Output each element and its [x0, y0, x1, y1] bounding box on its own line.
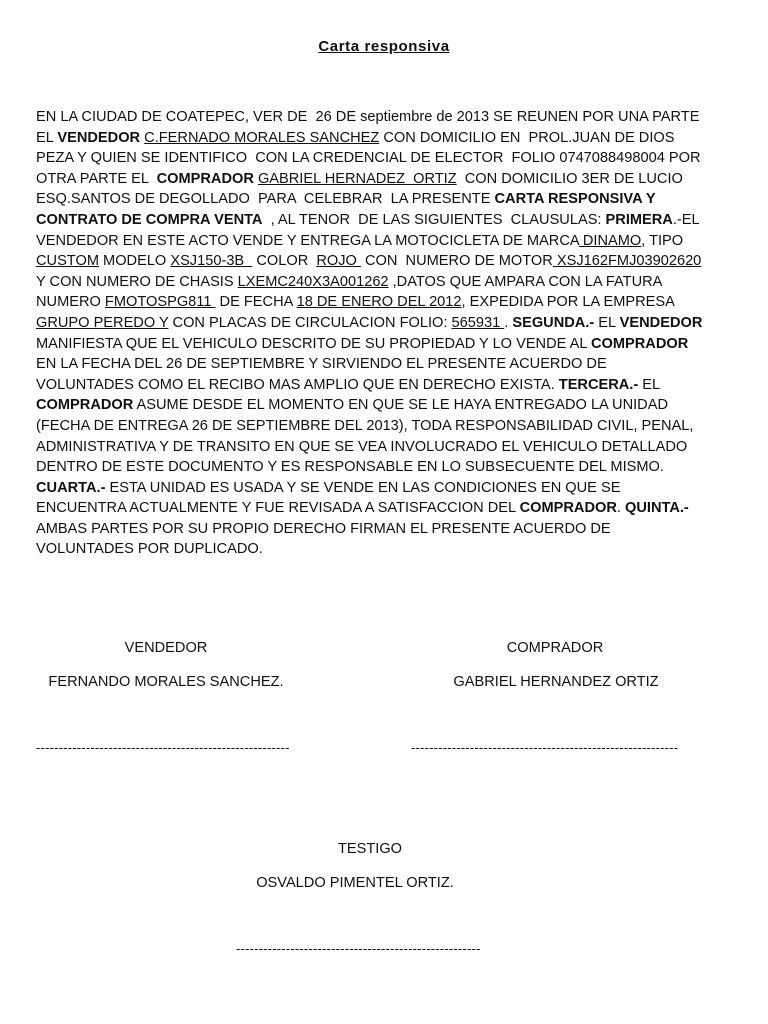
body-text-segment: VENDEDOR EN ESTE ACTO VENDE Y ENTREGA LA MOTOCICLETA DE MARCA [36, 232, 579, 249]
witness-signature-line: ------------------------------------------------------ [236, 941, 481, 956]
filled-field: C.FERNADO MORALES SANCHEZ [144, 129, 380, 146]
body-text-segment: COLOR [252, 253, 317, 270]
body-text-segment: EL [36, 129, 58, 146]
body-text-segment: ESTA UNIDAD ES USADA Y SE VENDE EN LAS CONDICIONES EN QUE SE [105, 479, 621, 496]
body-text-segment: .-EL [672, 211, 700, 228]
body-text-segment: EN LA FECHA DEL 26 DE SEPTIEMBRE Y SIRVIENDO EL PRESENTE ACUERDO DE [36, 356, 607, 373]
body-text-segment: CON PLACAS DE CIRCULACION FOLIO: [168, 314, 452, 331]
body-text-segment: ,DATOS QUE AMPARA CON LA FATURA [388, 273, 663, 290]
body-text-segment: , EXPEDIDA POR LA EMPRESA [461, 294, 675, 311]
body-text-segment: (FECHA DE ENTREGA 26 DE SEPTIEMBRE DEL 2013), TODA RESPONSABILIDAD CIVIL, PENAL, [36, 417, 694, 434]
body-text-segment: VOLUNTADES COMO EL RECIBO MAS AMPLIO QUE EN DERECHO EXISTA. [36, 376, 559, 393]
filled-field: XSJ150-3B [170, 253, 253, 270]
body-line [36, 272, 736, 293]
filled-field: XSJ162FMJ03902620 [552, 253, 702, 270]
bold-term: CONTRATO DE COMPRA VENTA [36, 211, 263, 228]
body-text-segment: . [616, 500, 626, 517]
filled-field: FMOTOSPG811 [104, 294, 216, 311]
body-line [36, 354, 736, 375]
bold-term: VENDEDOR [57, 129, 141, 146]
bold-term: QUINTA.- [625, 500, 689, 517]
bold-term: SEGUNDA.- [512, 314, 595, 331]
bold-term: CARTA RESPONSIVA Y [494, 191, 656, 208]
body-text-segment: VOLUNTADES POR DUPLICADO. [36, 541, 263, 558]
filled-field: DINAMO, [578, 232, 646, 249]
body-text-segment: ESQ.SANTOS DE DEGOLLADO PARA CELEBRAR LA PRESENTE [36, 191, 495, 208]
body-line [36, 251, 736, 272]
body-line [36, 498, 736, 519]
body-text-segment: ASUME DESDE EL MOMENTO EN QUE SE LE HAYA ENTREGADO LA UNIDAD [133, 397, 668, 414]
bold-term: COMPRADOR [590, 335, 689, 352]
body-text-segment: MODELO [98, 253, 171, 270]
body-line [36, 169, 736, 190]
body-text-segment: NUMERO [36, 294, 105, 311]
body-line [36, 334, 736, 355]
body-line [36, 189, 736, 210]
body-line [36, 148, 736, 169]
contract-body [36, 107, 736, 560]
bold-term: COMPRADOR [36, 397, 134, 414]
buyer-signature-line: ----------------------------------------------------------- [411, 740, 679, 755]
body-line [36, 395, 736, 416]
seller-name: FERNANDO MORALES SANCHEZ. [48, 674, 284, 690]
body-line [36, 128, 736, 149]
buyer-name: GABRIEL HERNANDEZ ORTIZ [453, 674, 659, 690]
bold-term: VENDEDOR [619, 314, 703, 331]
body-text-segment: CON DOMICILIO EN PROL.JUAN DE DIOS [379, 129, 675, 146]
body-line [36, 437, 736, 458]
body-line [36, 292, 736, 313]
body-line [36, 457, 736, 478]
body-text-segment: CON DOMICILIO 3ER DE LUCIO [456, 170, 683, 187]
body-text-segment: . [504, 314, 513, 331]
witness-role-label: TESTIGO [337, 841, 403, 857]
seller-role-label: VENDEDOR [124, 640, 208, 656]
body-line [36, 313, 736, 334]
body-text-segment: EN LA CIUDAD DE COATEPEC, VER DE 26 DE septiembre de 2013 SE REUNEN POR UNA PARTE [36, 109, 700, 125]
filled-field: LXEMC240X3A001262 [237, 273, 389, 290]
body-line [36, 210, 736, 231]
bold-term: TERCERA.- [558, 376, 639, 393]
body-text-segment: Y CON NUMERO DE CHASIS [36, 273, 238, 290]
body-text-segment: CON NUMERO DE MOTOR [360, 253, 553, 270]
body-text-segment: DE FECHA [215, 294, 297, 311]
filled-field: 18 DE ENERO DEL 2012 [296, 294, 462, 311]
body-line [36, 539, 736, 560]
body-line [36, 519, 736, 540]
filled-field: GABRIEL HERNADEZ ORTIZ [257, 170, 457, 187]
document-title: Carta responsiva [318, 38, 450, 55]
body-text-segment: EL [594, 314, 620, 331]
buyer-role-label: COMPRADOR [506, 640, 604, 656]
body-text-segment: ENCUENTRA ACTUALMENTE Y FUE REVISADA A SATISFACCION DEL [36, 500, 520, 517]
body-line [36, 107, 736, 128]
body-line [36, 231, 736, 252]
body-line [36, 478, 736, 499]
filled-field: GRUPO PEREDO Y [36, 314, 169, 331]
seller-signature-line: -------------------------------------------------------- [36, 740, 290, 755]
filled-field: 565931 [451, 314, 505, 331]
filled-field: CUSTOM [36, 253, 99, 270]
body-line [36, 416, 736, 437]
body-text-segment: , AL TENOR DE LAS SIGUIENTES CLAUSULAS: [262, 211, 606, 228]
body-text-segment: EL [638, 376, 661, 393]
bold-term: PRIMERA [605, 211, 673, 228]
body-text-segment: PEZA Y QUIEN SE IDENTIFICO CON LA CREDENCIAL DE ELECTOR FOLIO 0747088498004 POR [36, 150, 701, 167]
bold-term: COMPRADOR [519, 500, 617, 517]
body-text-segment: DENTRO DE ESTE DOCUMENTO Y ES RESPONSABLE EN LO SUBSECUENTE DEL MISMO. [36, 459, 664, 476]
body-text-segment: AMBAS PARTES POR SU PROPIO DERECHO FIRMAN EL PRESENTE ACUERDO DE [36, 520, 611, 537]
body-line [36, 375, 736, 396]
body-text-segment: OTRA PARTE EL [36, 170, 157, 187]
body-text-segment: MANIFIESTA QUE EL VEHICULO DESCRITO DE SU PROPIEDAD Y LO VENDE AL [36, 335, 591, 352]
body-text-segment: ADMINISTRATIVA Y DE TRANSITO EN QUE SE VEA INVOLUCRADO EL VEHICULO DETALLADO [36, 438, 688, 455]
body-text-segment: TIPO [645, 232, 684, 249]
witness-name: OSVALDO PIMENTEL ORTIZ. [256, 875, 454, 891]
filled-field: ROJO [316, 253, 361, 270]
bold-term: CUARTA.- [36, 479, 106, 496]
bold-term: COMPRADOR [156, 170, 254, 187]
